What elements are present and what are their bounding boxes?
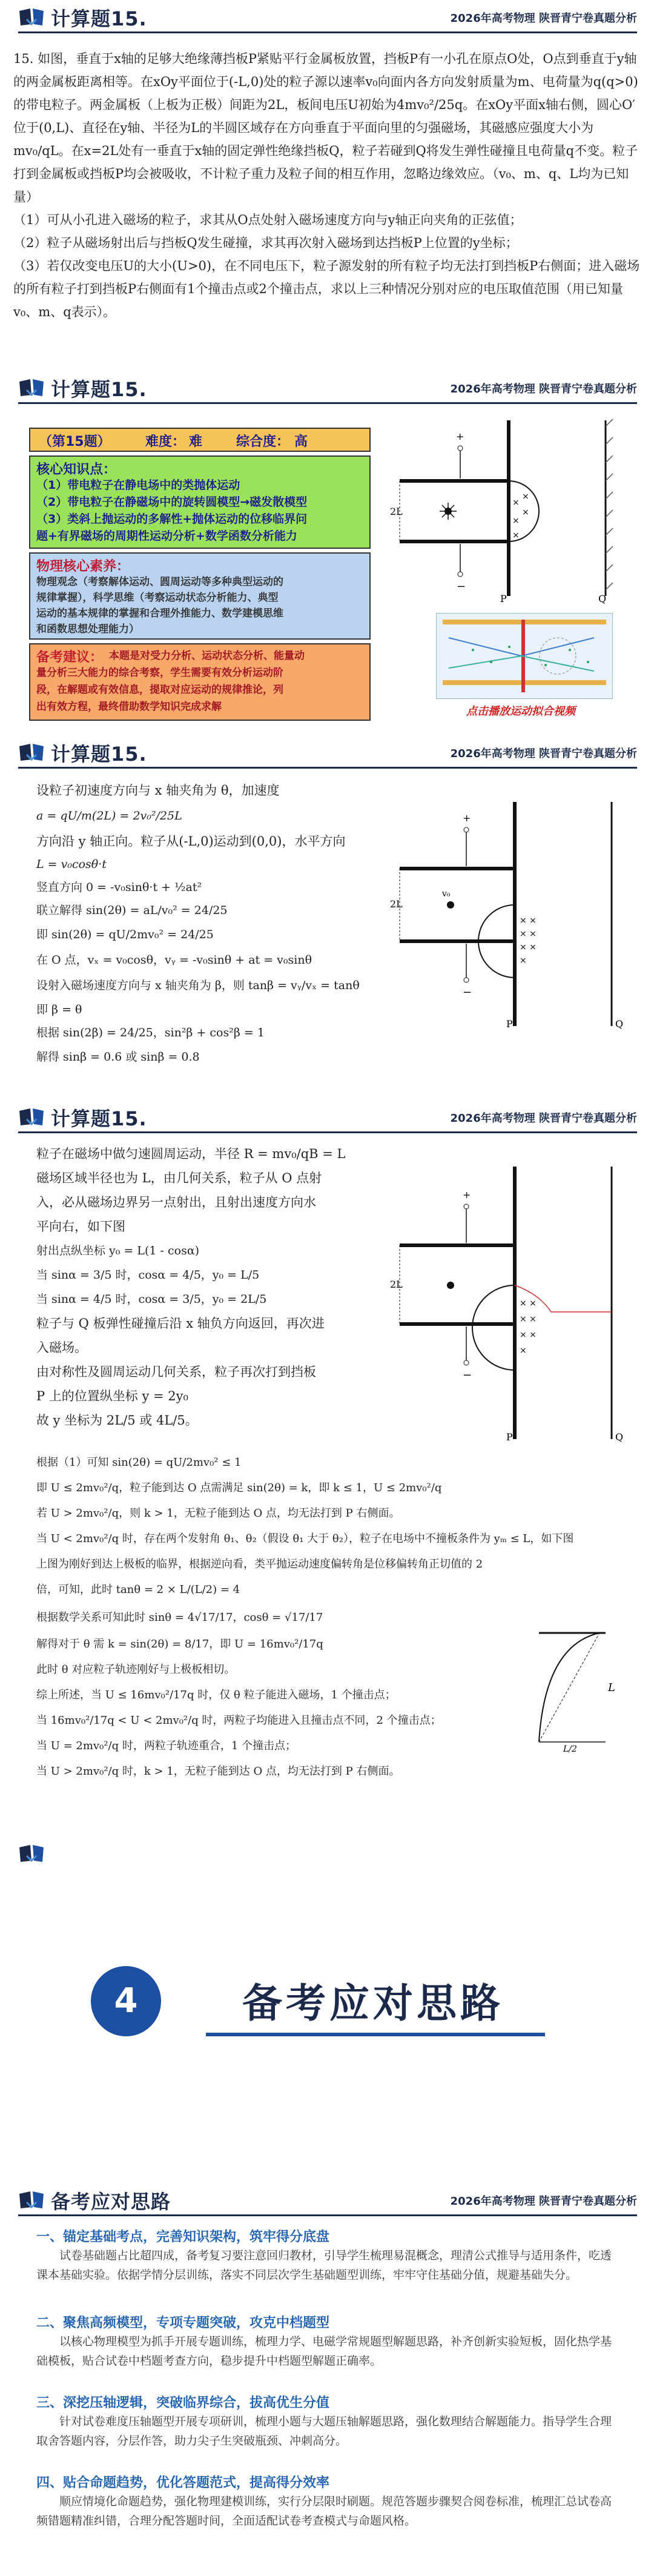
circular-motion-diagram: [388, 1142, 642, 1445]
solution-line: 此时 θ 对应粒子轨迹刚好与上极板相切。: [36, 1663, 236, 1676]
slide-problem: [0, 0, 654, 363]
literacy-line: 和函数思想处理能力）: [36, 623, 139, 635]
solution-line: 根据数学关系可知此时 sinθ = 4√17/17，cosθ = √17/17: [36, 1611, 323, 1624]
solution-line: 设射入磁场速度方向与 x 轴夹角为 β，则 tanβ = vᵧ/vₓ = tanθ: [36, 979, 360, 992]
svg-text:× ×: × ×: [520, 1330, 537, 1340]
book-logo-icon: [18, 1843, 45, 1864]
solution-line: L = v₀cosθ·t: [36, 858, 107, 871]
solution-line: 在 O 点，vₓ = v₀cosθ，vᵧ = -v₀sinθ + at = v₀sinθ: [36, 953, 312, 967]
svg-text:2L: 2L: [390, 506, 403, 517]
strategy-body: 试卷基础题占比超四成，备考复习要注意回归教材，引导学生梳理易混概念，理清公式推导与适用条件，吃透课本基础实验。依据学情分层训练，落实不同层次学生基础题型训练，牢牢守住基础分值，规避基础失分。: [36, 2249, 612, 2282]
section-number: 4: [91, 1966, 161, 2036]
svg-text:v₀: v₀: [442, 889, 451, 899]
apparatus-diagram: [388, 408, 642, 608]
solution-line: 故 y 坐标为 2L/5 或 4L/5。: [36, 1413, 198, 1428]
slide-strategy: [0, 2183, 654, 2576]
slide-header: [0, 1836, 654, 1861]
header-rule: [18, 767, 637, 769]
solution-line: 磁场区域半径也为 L，由几何关系，粒子从 O 点射: [36, 1171, 322, 1185]
slide-header: [0, 0, 654, 35]
solution-line: 即 sin(2θ) = qU/2mv₀² = 24/25: [36, 928, 214, 941]
question-1: （1）可从小孔进入磁场的粒子，求其从O点处射入磁场速度方向与y轴正向夹角的正弦值；: [13, 213, 523, 227]
strategy-heading: 四、贴合命题趋势，优化答题范式，提高得分效率: [36, 2475, 330, 2491]
solution-line: 当 sinα = 4/5 时，cosα = 3/5，y₀ = 2L/5: [36, 1293, 267, 1306]
header-right-text: 2026年高考物理 陕晋青宁卷真题分析: [450, 1112, 637, 1125]
advice-title: 备考建议：: [36, 650, 104, 665]
svg-text:× ×: × ×: [520, 1314, 537, 1324]
strategy-heading: 一、锚定基础考点，完善知识架构，筑牢得分底盘: [36, 2230, 330, 2245]
solution-line: 即 U ≤ 2mv₀²/q，粒子能到达 O 点需满足 sin(2θ) = k，即 k ≤ 1，U ≤ 2mv₀²/q: [36, 1482, 442, 1494]
svg-text:×: ×: [522, 492, 529, 502]
book-logo-icon: [18, 6, 45, 28]
core-item: （1）带电粒子在静电场中的类抛体运动: [36, 478, 240, 492]
solution-line: 即 β = θ: [36, 1003, 82, 1016]
strategy-body: 针对试卷难度压轴题型开展专项研训，梳理小题与大题压轴解题思路，强化数理结合解题能力。指导学生合理取舍答题内容，分层作答，助力尖子生突破瓶颈、冲刺高分。: [36, 2415, 612, 2448]
svg-text:−: −: [463, 986, 472, 999]
solution-line: 当 U = 2mv₀²/q 时，两粒子轨迹重合，1 个撞击点；: [36, 1740, 297, 1752]
solution-line: 上图为刚好到达上极板的临界，根据逆向看，类平抛运动速度偏转角是位移偏转角正切值的 2: [36, 1558, 483, 1571]
svg-text:×: ×: [512, 516, 520, 526]
literacy-line: 运动的基本规律的掌握和合理外推能力、数学建模思维: [36, 608, 283, 620]
page-title: 计算题15.: [51, 378, 147, 401]
solution-line: 根据（1）可知 sin(2θ) = qU/2mv₀² ≤ 1: [36, 1456, 242, 1469]
book-logo-icon: [18, 2189, 45, 2211]
solution-line: 竖直方向 0 = -v₀sinθ·t + ½at²: [36, 881, 202, 894]
svg-text:× ×: × ×: [520, 942, 537, 952]
header-right-text: 2026年高考物理 陕晋青宁卷真题分析: [450, 2195, 637, 2208]
strategy-body: 顺应情境化命题趋势，强化物理建模训练，实行分层限时刷题。规范答题步骤契合阅卷标准，梳理汇总试卷高频错题精准纠错，合理分配答题时间，全面适配试卷考查模式与命题风格。: [36, 2495, 612, 2528]
svg-text:×: ×: [512, 531, 520, 540]
header-rule: [18, 2214, 637, 2216]
solution-line: 入，必从磁场边界另一点射出，且射出速度方向水: [36, 1195, 316, 1210]
solution-line: 设粒子初速度方向与 x 轴夹角为 θ，加速度: [36, 783, 280, 798]
literacy-line: 物理观念（考察解体运动、圆周运动等多种典型运动的: [36, 576, 283, 588]
core-title: 核心知识点：: [36, 462, 117, 477]
simulation-caption[interactable]: 点击播放运动拟合视频: [466, 705, 575, 718]
page-title: 计算题15.: [51, 743, 147, 766]
solution-line: 当 16mv₀²/17q < U < 2mv₀²/q 时，两粒子均能进入且撞击点不同，2 个撞击点；: [36, 1714, 441, 1727]
literacy-line: 规律掌握），科学思维（考察运动状态分析能力、典型: [36, 592, 279, 604]
core-item: （3）类斜上抛运动的多解性+抛体运动的位移临界问: [36, 512, 308, 526]
difficulty-value: 难: [189, 434, 203, 449]
composite-value: 高: [294, 434, 308, 449]
svg-text:×: ×: [520, 956, 527, 965]
slide-section-divider: [0, 1836, 654, 2176]
header-rule: [18, 402, 637, 404]
literacy-title: 物理核心素养：: [36, 559, 130, 574]
trajectory-diagram: [388, 778, 642, 1032]
section-underline: [206, 2033, 545, 2036]
svg-text:L/2: L/2: [563, 1744, 577, 1754]
header-right-text: 2026年高考物理 陕晋青宁卷真题分析: [450, 383, 637, 396]
solution-line: 当 sinα = 3/5 时，cosα = 4/5，y₀ = L/5: [36, 1268, 260, 1282]
page-title: 计算题15.: [51, 7, 147, 30]
advice-line: 出有效方程，最终借助数学知识完成求解: [36, 701, 222, 713]
solution-line: a = qU/m(2L) = 2v₀²/25L: [36, 809, 182, 823]
svg-text:×: ×: [520, 1346, 527, 1356]
slide-solution-1: [0, 735, 654, 1093]
slide-analysis: [0, 371, 654, 728]
composite-label: 综合度：: [236, 434, 290, 449]
solution-line: 粒子与 Q 板弹性碰撞后沿 x 轴负方向返回，再次进: [36, 1316, 325, 1331]
solution-line: 解得对于 θ 需 k = sin(2θ) = 8/17，即 U = 16mv₀²/17q: [36, 1638, 323, 1651]
difficulty-label: 难度：: [145, 434, 186, 449]
solution-line: 由对称性及圆周运动几何关系，粒子再次打到挡板: [36, 1365, 316, 1379]
solution-line: 入磁场。: [36, 1340, 87, 1355]
solution-line: 解得 sinβ = 0.6 或 sinβ = 0.8: [36, 1050, 200, 1064]
solution-line: 若 U > 2mv₀²/q，则 k > 1，无粒子能到达 O 点，均无法打到 P 右侧面。: [36, 1507, 400, 1520]
page-title: 备考应对思路: [51, 2190, 171, 2213]
solution-line: 倍，可知，此时 tanθ = 2 × L/(L/2) = 4: [36, 1583, 240, 1596]
difficulty-box: [29, 428, 371, 452]
strategy-heading: 三、深挖压轴逻辑，突破临界综合，拔高优生分值: [36, 2396, 330, 2411]
svg-text:−: −: [463, 1369, 472, 1382]
svg-text:2L: 2L: [390, 898, 403, 910]
svg-text:+: +: [456, 431, 464, 442]
critical-trajectory-diagram: [533, 1621, 630, 1754]
solution-line: 当 U > 2mv₀²/q 时，k > 1，无粒子能到达 O 点，均无法打到 P 右侧面。: [36, 1765, 400, 1778]
header-right-text: 2026年高考物理 陕晋青宁卷真题分析: [450, 747, 637, 760]
svg-text:P: P: [500, 593, 507, 604]
svg-text:Q: Q: [615, 1431, 624, 1443]
header-right-text: 2026年高考物理 陕晋青宁卷真题分析: [450, 12, 637, 25]
header-rule: [18, 31, 637, 33]
strategy-body: 以核心物理模型为抓手开展专题训练，梳理力学、电磁学常规题型解题思路，补齐创新实验短板，固化热学基础模板，贴合试卷中档题考查方向，稳步提升中档题型解题正确率。: [36, 2335, 612, 2368]
problem-number: （第15题）: [39, 434, 111, 449]
svg-text:× ×: × ×: [520, 1299, 537, 1308]
svg-text:P: P: [506, 1431, 513, 1443]
svg-text:2L: 2L: [390, 1279, 403, 1290]
slide-header: [0, 1100, 654, 1135]
core-item: （2）带电粒子在静磁场中的旋转圆模型→磁发散模型: [36, 495, 308, 509]
solution-line: 综上所述，当 U ≤ 16mv₀²/17q 时，仅 θ 粒子能进入磁场，1 个撞击点；: [36, 1689, 396, 1701]
solution-line: 平向右，如下图: [36, 1219, 125, 1234]
page-title: 计算题15.: [51, 1107, 147, 1130]
slide-header: [0, 371, 654, 406]
svg-text:× ×: × ×: [520, 916, 537, 925]
question-3: （3）若仅改变电压U的大小(U>0)，在不同电压下，粒子源发射的所有粒子均无法打到挡板P右侧面；进入磁场的所有粒子打到挡板P右侧面有1个撞击点或2个撞击点，求以上三种情况分别对应的电压取值范围（用已知量v₀、m、q表示）。: [13, 259, 640, 319]
solution-line: P 上的位置纵坐标 y = 2y₀: [36, 1389, 188, 1403]
svg-text:Q: Q: [598, 593, 607, 604]
core-item: 题+有界磁场的周期性运动分析+数学函数分析能力: [36, 529, 297, 543]
simulation-thumbnail[interactable]: [436, 613, 613, 699]
svg-text:Q: Q: [615, 1018, 624, 1030]
advice-box: [29, 643, 371, 721]
svg-text:+: +: [463, 1189, 471, 1200]
svg-text:L: L: [608, 1681, 615, 1694]
advice-line: 段，在解题或有效信息，提取对应运动的规律推论，列: [36, 684, 283, 696]
solution-line: 粒子在磁场中做匀速圆周运动，半径 R = mv₀/qB = L: [36, 1147, 346, 1161]
advice-line: 本题是对受力分析、运动状态分析、能量动: [109, 650, 305, 662]
book-logo-icon: [18, 377, 45, 399]
svg-text:×: ×: [522, 508, 529, 517]
slide-solution-2: [0, 1100, 654, 1829]
problem-text-block: [13, 47, 641, 323]
solution-line: 射出点纵坐标 y₀ = L(1 - cosα): [36, 1244, 200, 1257]
svg-text:× ×: × ×: [520, 929, 537, 939]
solution-line: 联立解得 sin(2θ) = aL/v₀² = 24/25: [36, 904, 228, 917]
solution-line: 根据 sin(2β) = 24/25，sin²β + cos²β = 1: [36, 1026, 265, 1039]
book-logo-icon: [18, 1106, 45, 1128]
problem-statement: 15. 如图，垂直于x轴的足够大绝缘薄挡板P紧贴平行金属板放置，挡板P有一小孔在原点O处，O点到垂直于y轴的两金属板距离相等。在xOy平面位于(-L,0)处的粒子源以速率v₀向面内各方向发射质量为m、电荷量为q(q>0)的带电粒子。两金属板（上板为正极）间距为2L，板间电压U初始为4mv₀²/25q。在xOy平面x轴右侧，圆心O′位于(0,L)、直径在y轴、半径为L的半圆区域存在方向垂直于平面向里的匀强磁场，其磁感应强度大小为mv₀/qL。在x=2L处有一垂直于x轴的固定弹性绝缘挡板Q，粒子若碰到Q将发生弹性碰撞且电荷量q不变。粒子打到金属板或挡板P均会被吸收，不计粒子重力及粒子间的相互作用，忽略边缘效应。（v₀、m、q、L均为已知量）: [13, 51, 638, 204]
literacy-box: [29, 552, 371, 640]
section-title: 备考应对思路: [242, 1980, 504, 2027]
question-2: （2）粒子从磁场射出后与挡板Q发生碰撞，求其再次射入磁场到达挡板P上位置的y坐标；: [13, 236, 518, 250]
slide-header: [0, 2183, 654, 2218]
simulation-preview-icon: [437, 614, 612, 698]
svg-text:×: ×: [512, 498, 520, 508]
svg-text:+: +: [463, 812, 471, 824]
solution-line: 方向沿 y 轴正向。粒子从(-L,0)运动到(0,0)，水平方向: [36, 834, 346, 849]
advice-line: 量分析三大能力的综合考察，学生需要有效分析运动阶: [36, 667, 283, 679]
strategy-heading: 二、聚焦高频模型，专项专题突破，攻克中档题型: [36, 2316, 330, 2331]
header-rule: [18, 1131, 637, 1133]
svg-text:P: P: [506, 1018, 513, 1030]
solution-line: 当 U < 2mv₀²/q 时，存在两个发射角 θ₁、θ₂（假设 θ₁ 大于 θ₂），粒子在电场中不撞板条件为 yₘ ≤ L，如下图: [36, 1532, 574, 1545]
slide-header: [0, 735, 654, 770]
svg-text:−: −: [457, 580, 466, 593]
core-knowledge-box: [29, 455, 371, 549]
book-logo-icon: [18, 741, 45, 763]
